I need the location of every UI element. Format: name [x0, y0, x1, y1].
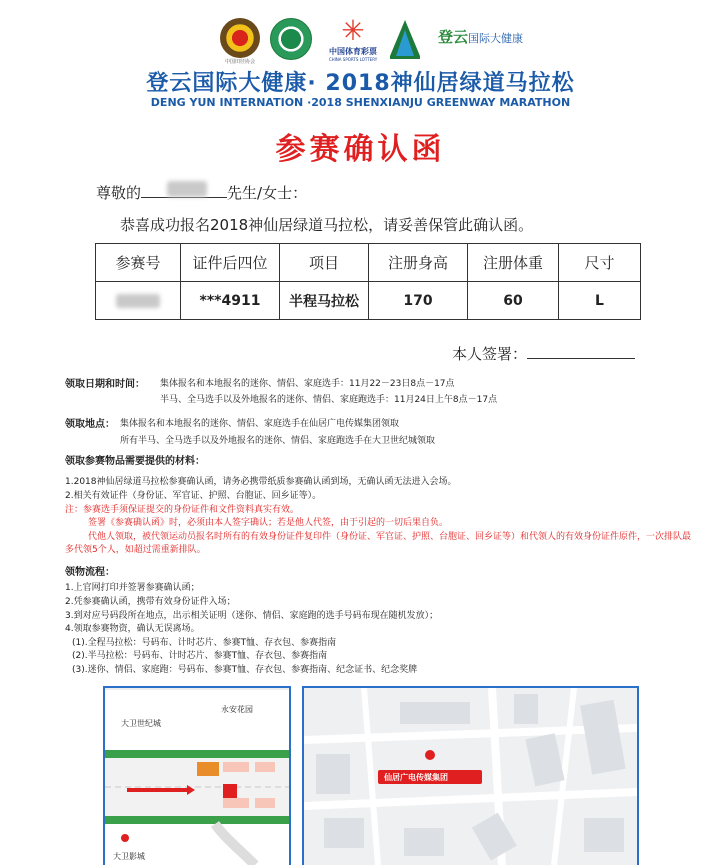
bib-cell: [96, 282, 181, 320]
col-bib: 参赛号: [96, 244, 181, 282]
pickup-place-line2: 所有半马、全马选手以及外地报名的迷你、情侣、家庭跑选手在大卫世纪城领取: [120, 436, 436, 446]
col-id: 证件后四位: [181, 244, 280, 282]
id-cell: ***4911: [181, 282, 280, 320]
athletics-association-caption: 中国田径协会: [224, 59, 255, 65]
table-row: [96, 282, 641, 320]
redacted-bib: [116, 294, 160, 308]
process-sub3: (3).迷你、情侣、家庭跑：号码布、参赛T恤、存衣包、参赛指南、纪念证书、纪念奖牌: [72, 665, 418, 675]
lottery-name-en: CHINA SPORTS LOTTERY: [328, 57, 378, 62]
sponsor-logos: [0, 14, 721, 68]
venue-map-drawing: [105, 688, 289, 865]
col-height: 注册身高: [369, 244, 468, 282]
col-event: 项目: [280, 244, 369, 282]
venue-map-media-group: [302, 686, 639, 865]
size-cell: L: [559, 282, 641, 320]
table-header-row: [96, 244, 641, 282]
page-heading: 参赛确认函: [275, 132, 446, 167]
col-weight: 注册体重: [468, 244, 559, 282]
materials-note4: 多代领5个人，如超过需重新排队。: [65, 545, 206, 555]
materials-item2: 2.相关有效证件（身份证、军官证、护照、台胞证、回乡证等）。: [65, 491, 322, 501]
pickup-place-title: 领取地点：: [65, 419, 115, 430]
congrats-message: 恭喜成功报名2018神仙居绿道马拉松，请妥善保管此确认函。: [120, 216, 534, 234]
pickup-place-line1: 集体报名和本地报名的迷你、情侣、家庭选手在仙居广电传媒集团领取: [120, 419, 400, 429]
materials-title: 领取参赛物品需要提供的材料：: [65, 456, 205, 467]
sports-lottery-logo: [318, 16, 388, 66]
redacted-name: [167, 181, 207, 197]
registration-table: [95, 243, 641, 320]
shenxianju-logo: [384, 16, 426, 64]
process-sub1: (1).全程马拉松：号码布、计时芯片、参赛T恤、存衣包、参赛指南: [72, 638, 337, 648]
venue-map-david-city: [103, 686, 291, 865]
height-cell: 170: [369, 282, 468, 320]
process-title: 领物流程：: [65, 567, 115, 578]
pickup-time-line1: 集体报名和本地报名的迷你、情侣、家庭选手：11月22－23日8点－17点: [160, 379, 455, 389]
lottery-star-icon: ✳: [341, 14, 365, 47]
pickup-time-line2: 半马、全马选手以及外地报名的迷你、情侣、家庭跑选手：11月24日上午8点－17点: [160, 395, 498, 405]
materials-note1: 注：参赛选手须保证提交的身份证件和文件资料真实有效。: [65, 505, 300, 515]
signature-line: 本人签署：: [452, 343, 635, 364]
process-step4: 4.领取参赛物资，确认无误离场。: [65, 624, 200, 634]
greenway-logo: [270, 18, 312, 60]
event-cell: 半程马拉松: [280, 282, 369, 320]
event-title: 登云国际大健康· 2018神仙居绿道马拉松: [146, 71, 575, 96]
materials-note3: 代他人领取，被代领运动员报名时所有的有效身份证件复印件（身份证、军官证、护照、台胞证、回乡证等）和代领人的有效身份证件原件，一次排队最: [88, 532, 692, 542]
name-blank: [141, 183, 227, 198]
process-sub2: (2).半马拉松：号码布、计时芯片、参赛T恤、存衣包、参赛指南: [72, 651, 328, 661]
athletics-association-logo: [220, 18, 260, 58]
process-step1: 1.上官网打印并签署参赛确认函；: [65, 583, 200, 593]
col-size: 尺寸: [559, 244, 641, 282]
signature-blank: [527, 344, 635, 359]
street-map-drawing: [304, 688, 637, 865]
process-step3: 3.到对应号码段所在地点，出示相关证明（迷你、情侣、家庭跑的选手号码布现在随机发放）；: [65, 611, 439, 621]
map1-label-bottom: 大卫影城: [113, 852, 145, 861]
lottery-name: 中国体育彩票: [329, 47, 377, 56]
pickup-time-title: 领取日期和时间：: [65, 379, 145, 390]
event-title-en: DENG YUN INTERNATION ·2018 SHENXIANJU GREENWAY MARATHON: [150, 96, 571, 109]
map1-label-north: 永安花园: [221, 705, 253, 714]
weight-cell: 60: [468, 282, 559, 320]
materials-note2: 签署《参赛确认函》时，必须由本人签字确认；若是他人代签，由于引起的一切后果自负。: [88, 518, 449, 528]
dengyun-logo: 登云国际大健康: [438, 28, 524, 46]
greeting: 尊敬的 先生/女士：: [96, 182, 307, 203]
process-step2: 2.凭参赛确认函，携带有效身份证件入场；: [65, 597, 236, 607]
map2-marker-label: 仙居广电传媒集团: [384, 773, 448, 782]
map1-label-west: 大卫世纪城: [121, 719, 161, 728]
materials-item1: 1.2018神仙居绿道马拉松参赛确认函，请务必携带纸质参赛确认函到场，无确认函无法进入会场。: [65, 477, 457, 487]
